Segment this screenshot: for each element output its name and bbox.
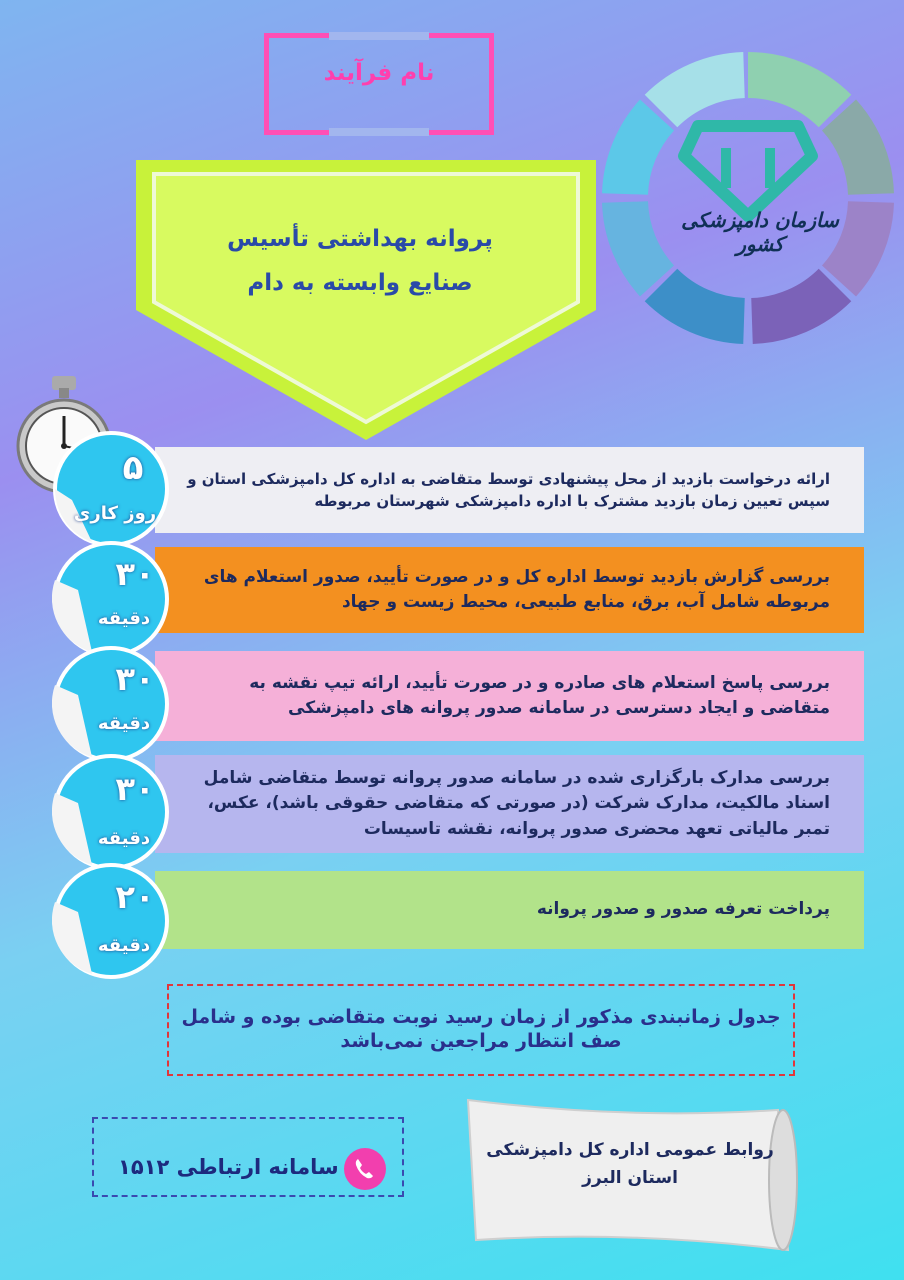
process-name-label: نام فرآیند: [323, 60, 435, 86]
step-row-2: [155, 547, 864, 633]
step-description: پرداخت تعرفه صدور و صدور پروانه: [536, 899, 830, 920]
badge-unit: دقیقه: [97, 935, 151, 956]
badge-amount: ۳۰: [115, 660, 155, 698]
phone-icon[interactable]: [344, 1148, 386, 1190]
badge-unit: دقیقه: [97, 713, 151, 734]
badge-amount: ۲۰: [115, 878, 155, 916]
note-line-1: جدول زمانبندی مذکور از زمان رسید نوبت متقاضی بوده و شامل: [181, 1006, 781, 1029]
step-description: ارائه درخواست بازدید از محل پیشنهادی توسط متقاضی به اداره کل دامپزشکی استان و سپس تعیین زمان بازدید مشترک با اداره دامپزشکی شهرستان مربوطه: [187, 469, 830, 510]
badge-amount: ۳۰: [115, 770, 155, 808]
schedule-note: [167, 984, 795, 1076]
badge-amount: ۵: [122, 448, 144, 488]
step-description: بررسی مدارک بارگزاری شده در سامانه صدور پروانه توسط متقاضی شامل اسناد مالکیت، مدارک شرکت (در صورتی که متقاضی حقوقی باشد)، عکس، تمبر مالیاتی تعهد محضری صدور پروانه، نقشه تاسیسات: [203, 767, 830, 839]
footer-line-1: روابط عمومی اداره کل دامپزشکی: [486, 1140, 774, 1160]
title-line-1: پروانه بهداشتی تأسیس: [227, 226, 493, 252]
step-row-3: [155, 651, 864, 741]
title-shield: [136, 160, 596, 440]
step-row-4: [155, 755, 864, 853]
logo-emblem: [598, 48, 898, 348]
title-line-2: صنایع وابسته به دام: [247, 270, 473, 296]
footer-line-2: استان البرز: [582, 1168, 678, 1188]
badge-unit: دقیقه: [97, 828, 151, 849]
step-description: بررسی پاسخ استعلام های صادره و در صورت تأیید، ارائه تیپ نقشه به متقاضی و ایجاد دسترسی در سامانه صدور پروانه های دامپزشکی: [249, 672, 830, 718]
note-line-2: صف انتظار مراجعین نمی‌باشد: [340, 1030, 622, 1052]
badge-unit: دقیقه: [97, 608, 151, 629]
logo-text: سازمان دامپزشکی کشور: [681, 208, 839, 256]
step-row-1: [155, 447, 864, 533]
step-description: بررسی گزارش بازدید توسط اداره کل و در صورت تأیید، صدور استعلام های مربوطه شامل آب، برق، منابع طبیعی، محیط زیست و جهاد: [203, 566, 830, 612]
contact-label: سامانه ارتباطی ۱۵۱۲: [118, 1155, 339, 1179]
step-row-5: [155, 871, 864, 949]
badge-amount: ۳۰: [115, 555, 155, 593]
badge-unit: روز کاری: [73, 503, 157, 524]
